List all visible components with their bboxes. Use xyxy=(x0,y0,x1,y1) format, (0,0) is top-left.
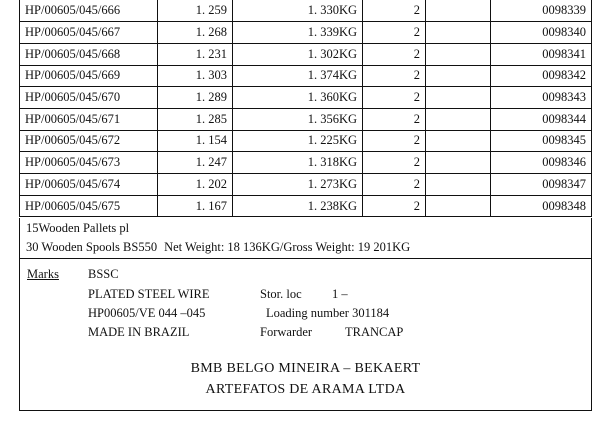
marks-label: Marks xyxy=(27,267,59,281)
net-weight-cell: 1. 259 xyxy=(158,0,233,22)
quantity-cell: 2 xyxy=(363,87,426,109)
company-name-line1: BMB BELGO MINEIRA – BEKAERT xyxy=(190,361,421,376)
net-weight-cell: 1. 231 xyxy=(158,43,233,65)
gross-weight-cell: 1. 225KG xyxy=(233,130,363,152)
reference-number-cell: 0098343 xyxy=(491,87,592,109)
quantity-cell: 2 xyxy=(363,174,426,196)
lot-number-cell: HP/00605/045/666 xyxy=(20,0,158,22)
gross-weight-cell: 1. 273KG xyxy=(233,174,363,196)
company-name-line2: ARTEFATOS DE ARAMA LTDA xyxy=(205,382,406,397)
product-name: PLATED STEEL WIRE xyxy=(88,287,210,301)
packaging-summary xyxy=(19,218,592,259)
gross-weight-cell: 1. 360KG xyxy=(233,87,363,109)
gross-weight-cell: 1. 356KG xyxy=(233,108,363,130)
quantity-cell: 2 xyxy=(363,0,426,22)
spools-text: 30 Wooden Spools BS550 xyxy=(26,240,158,254)
table-row xyxy=(20,174,592,196)
table-row xyxy=(20,87,592,109)
table-row xyxy=(20,0,592,22)
empty-cell xyxy=(426,152,491,174)
lot-number-cell: HP/00605/045/671 xyxy=(20,108,158,130)
quantity-cell: 2 xyxy=(363,195,426,217)
lot-weights-table-body xyxy=(20,0,592,217)
quantity-cell: 2 xyxy=(363,22,426,44)
pallets-line: 15Wooden Pallets pl xyxy=(26,221,130,235)
reference-number-cell: 0098348 xyxy=(491,195,592,217)
net-weight-cell: 1. 154 xyxy=(158,130,233,152)
net-weight-cell: 1. 268 xyxy=(158,22,233,44)
stor-loc-label: Stor. loc xyxy=(260,287,302,301)
reference-number-cell: 0098341 xyxy=(491,43,592,65)
lot-weights-table xyxy=(19,0,592,217)
net-weight-cell: 1. 202 xyxy=(158,174,233,196)
table-row xyxy=(20,22,592,44)
reference-number-cell: 0098347 xyxy=(491,174,592,196)
empty-cell xyxy=(426,43,491,65)
loading-number: Loading number 301184 xyxy=(266,306,390,320)
gross-weight-cell: 1. 318KG xyxy=(233,152,363,174)
gross-weight-cell: 1. 339KG xyxy=(233,22,363,44)
reference-number-cell: 0098344 xyxy=(491,108,592,130)
reference-number-cell: 0098340 xyxy=(491,22,592,44)
order-number: HP00605/VE 044 –045 xyxy=(88,306,206,320)
empty-cell xyxy=(426,108,491,130)
table-row xyxy=(20,130,592,152)
lot-number-cell: HP/00605/045/673 xyxy=(20,152,158,174)
table-row xyxy=(20,108,592,130)
marks-code: BSSC xyxy=(88,267,119,281)
origin-text: MADE IN BRAZIL xyxy=(88,325,190,339)
empty-cell xyxy=(426,195,491,217)
net-weight-cell: 1. 285 xyxy=(158,108,233,130)
lot-number-cell: HP/00605/045/669 xyxy=(20,65,158,87)
quantity-cell: 2 xyxy=(363,65,426,87)
forwarder-value: TRANCAP xyxy=(345,325,404,339)
quantity-cell: 2 xyxy=(363,108,426,130)
lot-number-cell: HP/00605/045/674 xyxy=(20,174,158,196)
empty-cell xyxy=(426,87,491,109)
stor-loc-value: 1 – xyxy=(332,287,348,301)
reference-number-cell: 0098339 xyxy=(491,0,592,22)
net-weight-cell: 1. 289 xyxy=(158,87,233,109)
net-gross-weight-text: Net Weight: 18 136KG/Gross Weight: 19 201KG xyxy=(164,240,411,254)
net-weight-cell: 1. 303 xyxy=(158,65,233,87)
reference-number-cell: 0098346 xyxy=(491,152,592,174)
empty-cell xyxy=(426,0,491,22)
net-weight-cell: 1. 167 xyxy=(158,195,233,217)
empty-cell xyxy=(426,65,491,87)
table-row xyxy=(20,65,592,87)
gross-weight-cell: 1. 302KG xyxy=(233,43,363,65)
quantity-cell: 2 xyxy=(363,43,426,65)
quantity-cell: 2 xyxy=(363,152,426,174)
shipping-marks-section xyxy=(19,259,592,411)
lot-number-cell: HP/00605/045/667 xyxy=(20,22,158,44)
empty-cell xyxy=(426,130,491,152)
empty-cell xyxy=(426,22,491,44)
lot-number-cell: HP/00605/045/675 xyxy=(20,195,158,217)
gross-weight-cell: 1. 330KG xyxy=(233,0,363,22)
spools-weight-line xyxy=(26,240,410,255)
table-row xyxy=(20,43,592,65)
gross-weight-cell: 1. 374KG xyxy=(233,65,363,87)
table-row xyxy=(20,195,592,217)
forwarder-label: Forwarder xyxy=(260,325,313,339)
quantity-cell: 2 xyxy=(363,130,426,152)
reference-number-cell: 0098345 xyxy=(491,130,592,152)
net-weight-cell: 1. 247 xyxy=(158,152,233,174)
lot-number-cell: HP/00605/045/668 xyxy=(20,43,158,65)
empty-cell xyxy=(426,174,491,196)
lot-number-cell: HP/00605/045/670 xyxy=(20,87,158,109)
reference-number-cell: 0098342 xyxy=(491,65,592,87)
lot-number-cell: HP/00605/045/672 xyxy=(20,130,158,152)
table-row xyxy=(20,152,592,174)
gross-weight-cell: 1. 238KG xyxy=(233,195,363,217)
